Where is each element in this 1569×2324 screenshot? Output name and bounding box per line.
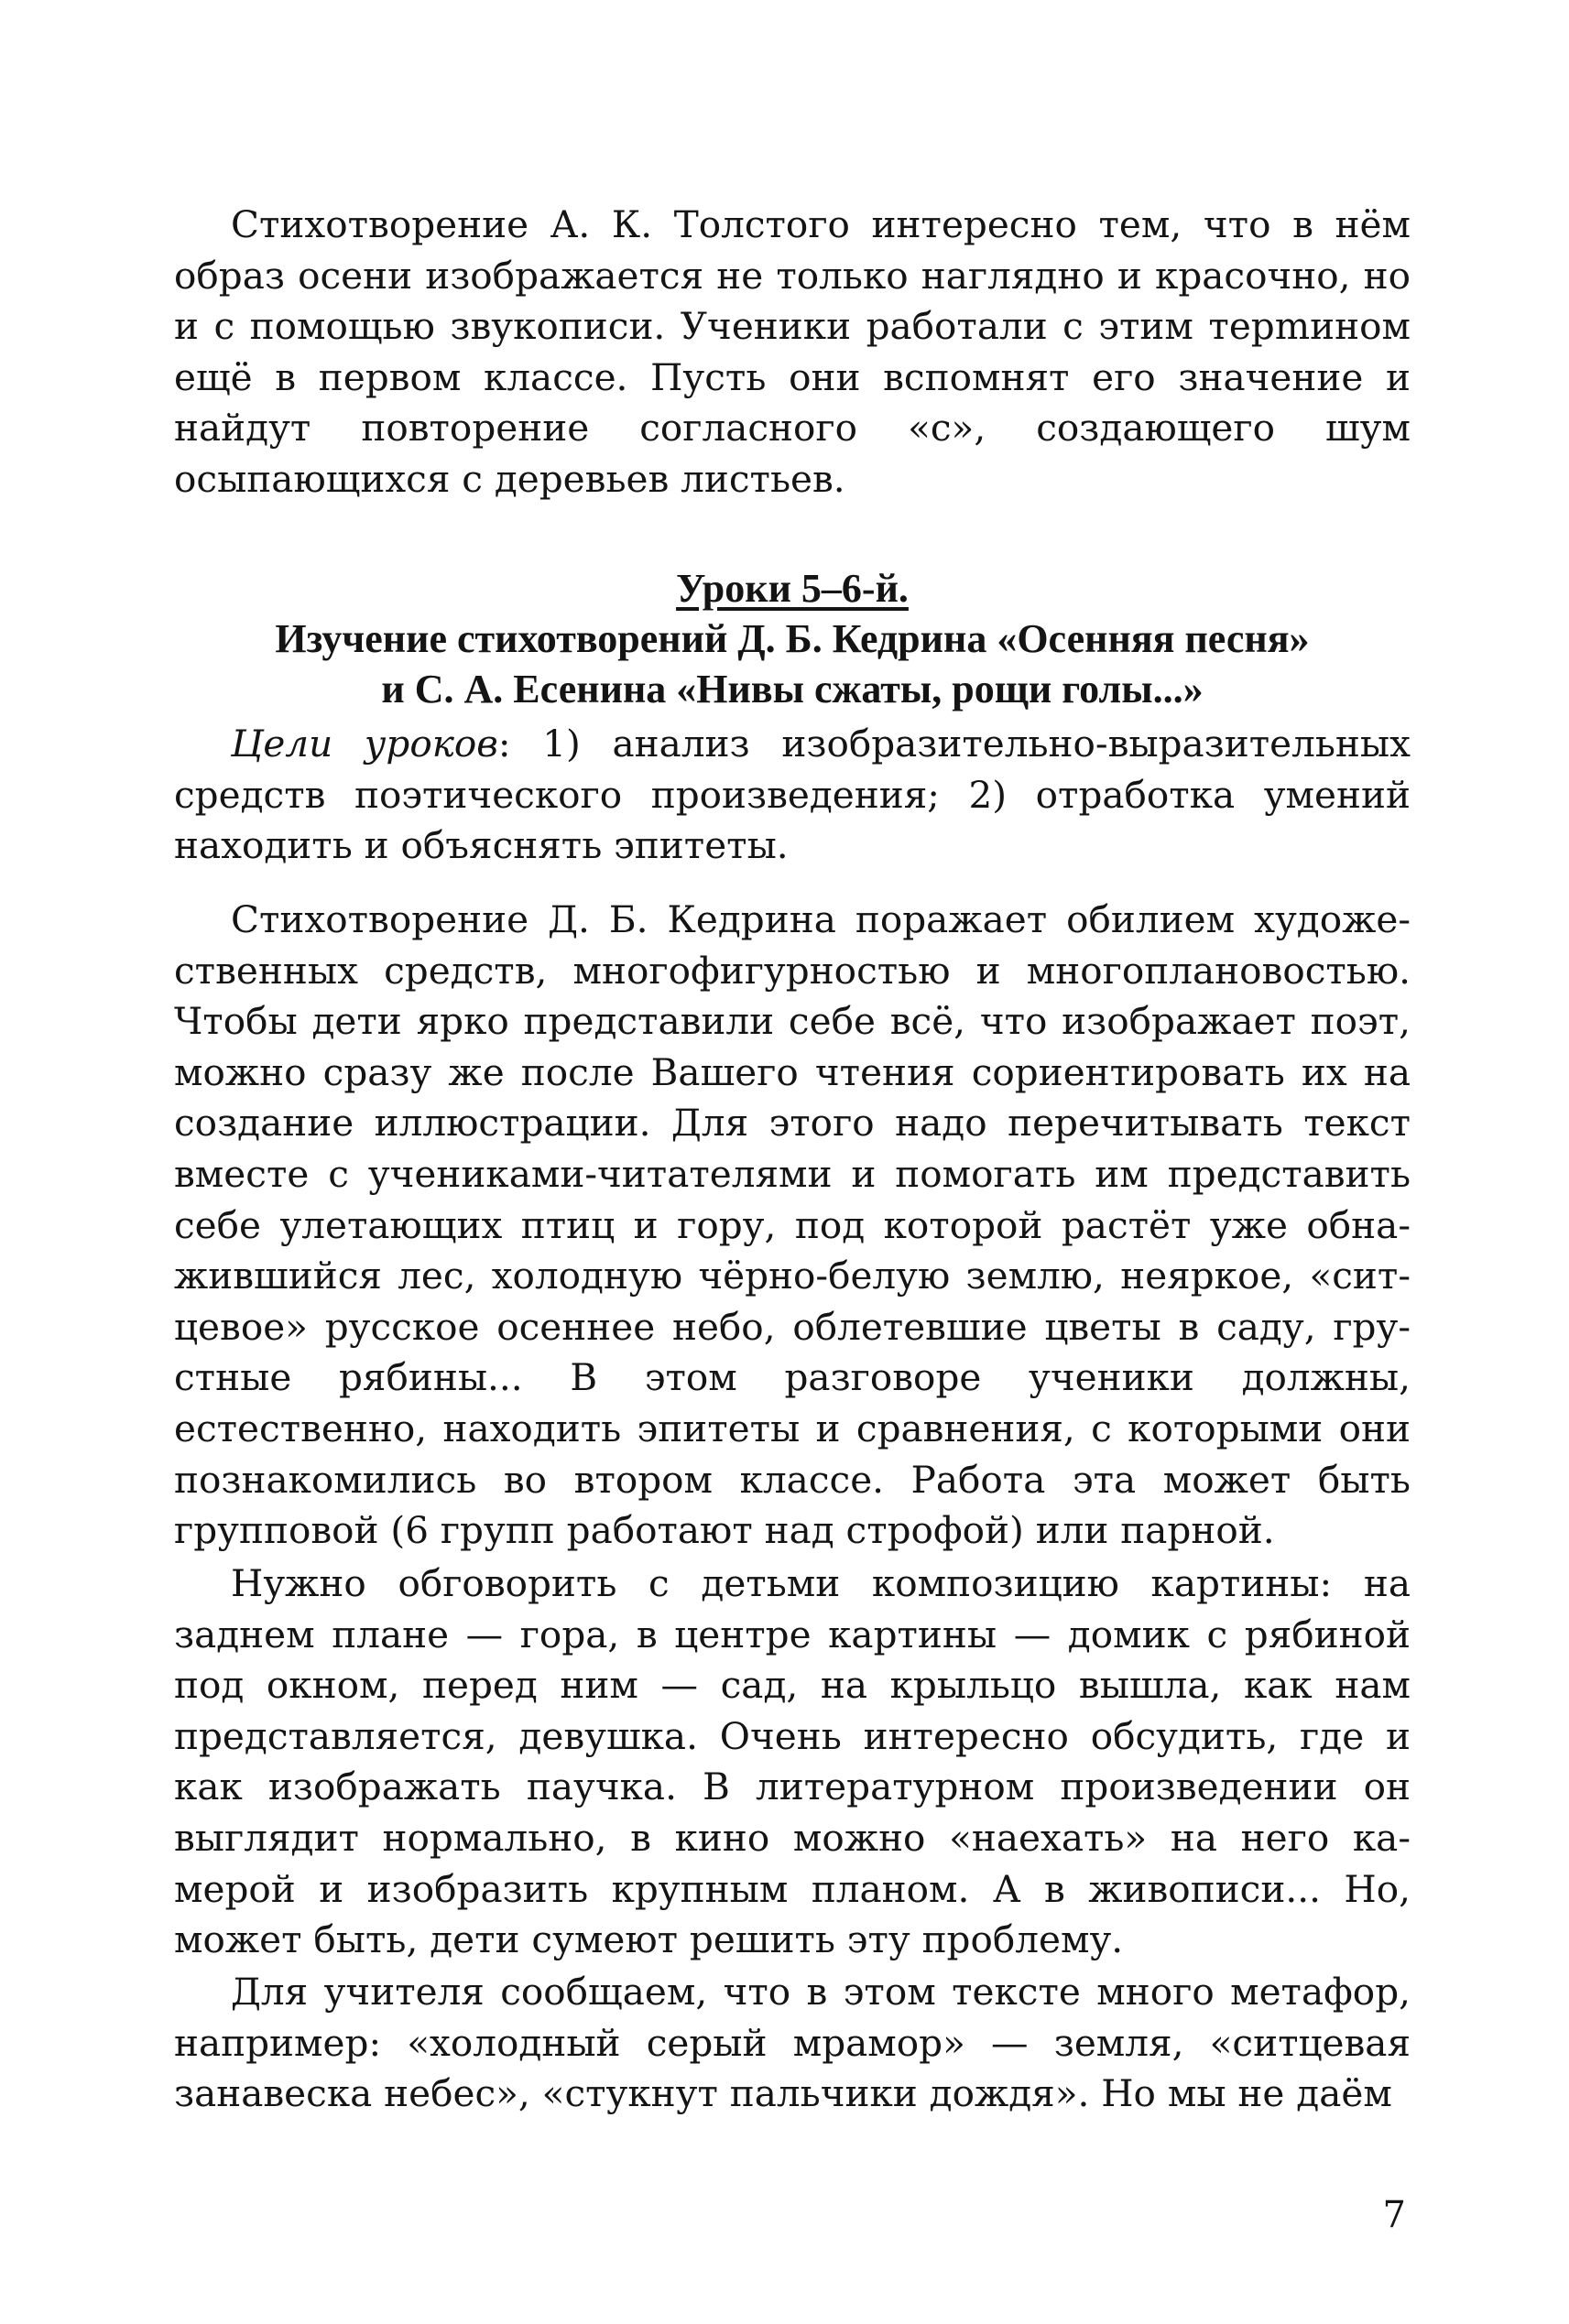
paragraph-metaphors: Для учителя сообщаем, что в этом тексте много метафор, например: «холодный серый мрамор» — земля, «ситцевая занавеска небес», «стукнут пальчики дождя». Но мы не даём (174, 1970, 1411, 2116)
lesson-heading (174, 563, 1411, 714)
paragraph-kedrin-illustration: Стихотворение Д. Б. Кедрина поражает обилием художественных средств, многофигурностью и многоплановостью. Чтобы дети ярко представили себе всё, что изображает поэт, можно сразу же после Вашего чтения сориентировать их на создание иллюстрации. Для этого надо перечитывать текст вместе с учениками-читателями и помогать им представить себе улетающих птиц и гору, под которой растёт уже обнажившийся лес, холодную чёрно-белую землю, неяркое, «ситцевое» русское осеннее небо, облетевшие цветы в саду, грустные рябины... В этом разговоре ученики должны, естественно, находить эпитеты и сравнения, с которыми они познакомились во втором классе. Работа эта может быть групповой (6 групп работают над строфой) или парной. (174, 897, 1411, 1553)
lesson-number: Уроки 5–6-й. (676, 566, 909, 611)
paragraph-picture-composition: Нужно обговорить с детьми композицию картины: на заднем плане — гора, в центре картины — домик с рябиной под окном, перед ним — сад, на крыльцо вышла, как нам представляется, девушка. Очень интересно обсудить, где и как изображать паучка. В литературном произведении он выглядит нормально, в кино можно «наехать» на него камерой и изобразить крупным планом. А в живописи... Но, может быть, дети сумеют решить эту проблему. (174, 1561, 1411, 1962)
lesson-goals (174, 719, 1411, 872)
lesson-title-line-1: Изучение стихотворений Д. Б. Кедрина «Осенняя песня» (275, 616, 1310, 661)
paragraph-tolstoy-sound-writing: Стихотворение А. К. Толстого интересно тем, что в нём образ осени изображается не только наглядно и красочно, но и с помощью звукописи. Ученики работали с этим терmином ещё в первом классе. Пусть они вспомнят его значение и найдут повторение согласного «с», создающего шум осыпающихся с деревьев листьев. (174, 202, 1411, 501)
lesson-goals-text: : 1) анализ изобразительно-выразительных средств поэтического произведения; 2) отработка умений находить и объяснять эпитеты. (174, 722, 1411, 868)
lesson-title-line-2: и С. А. Есенина «Нивы сжаты, рощи голы...» (381, 667, 1204, 711)
lesson-goals-label: Цели уроков (231, 722, 498, 766)
page-number: 7 (1382, 2194, 1406, 2236)
